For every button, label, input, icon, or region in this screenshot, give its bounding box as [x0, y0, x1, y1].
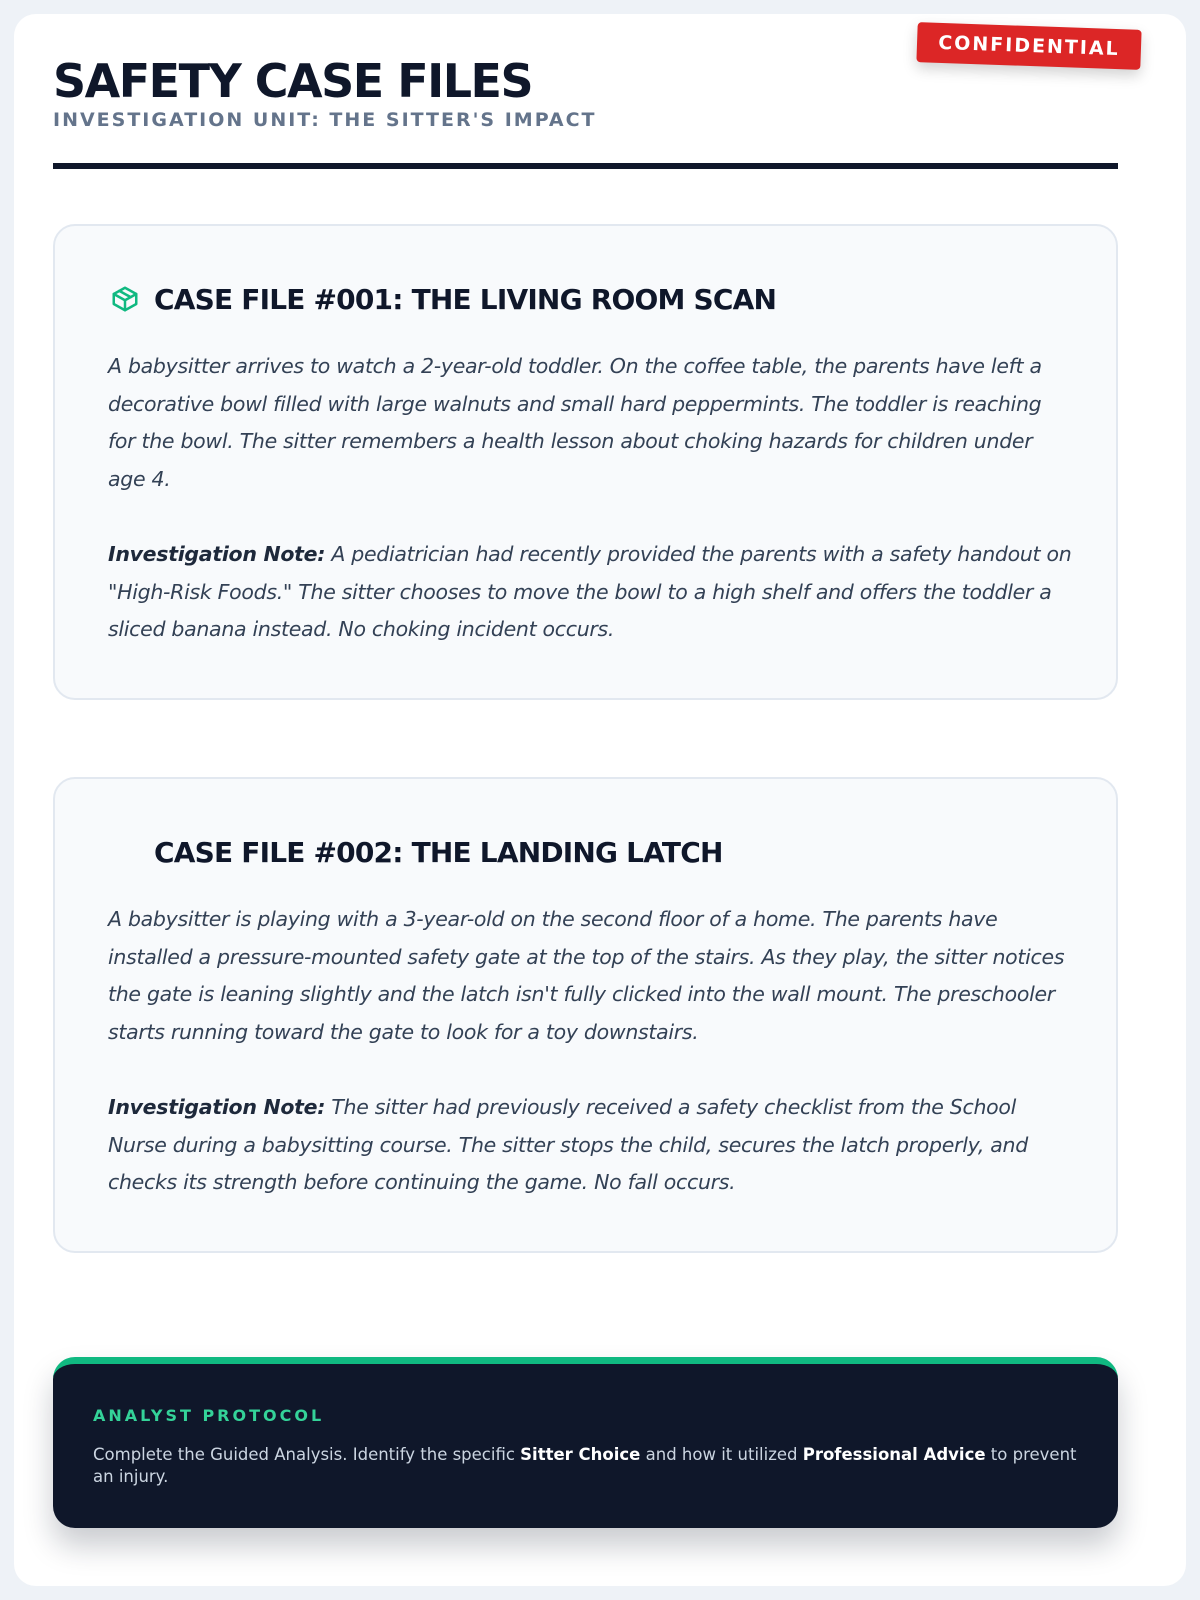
confidential-stamp: CONFIDENTIAL — [916, 22, 1141, 70]
investigation-note-text: The sitter had previously received a safety checklist from the School Nurse during a babysitting course. The sitter stops the child, secures the latch properly, and checks its strength before continuing the game. No fall occurs. — [108, 1095, 1028, 1194]
protocol-label: ANALYST PROTOCOL — [93, 1406, 325, 1425]
case-card-001 — [53, 224, 1118, 700]
page-title: SAFETY CASE FILES — [53, 54, 533, 108]
page-header — [53, 54, 1118, 131]
case-body — [108, 901, 1073, 1202]
protocol-text-part: and how it utilized — [640, 1445, 803, 1464]
package-icon — [108, 282, 142, 316]
case-scenario: A babysitter is playing with a 3-year-old on the second floor of a home. The parents have installed a pressure-mounted safety gate at the top of the stairs. As they play, the sitter notices the gate is leaning slightly and the latch isn't fully clicked into the wall mount. The preschooler starts running toward the gate to look for a toy downstairs. — [108, 907, 1065, 1044]
investigation-note-text: A pediatrician had recently provided the parents with a safety handout on "High-Risk Foods." The sitter chooses to move the bowl to a high shelf and offers the toddler a sliced banana instead. No choking incident occurs. — [108, 542, 1072, 641]
case-body — [108, 348, 1073, 649]
case-header — [108, 282, 776, 316]
protocol-text-part: Complete the Guided Analysis. Identify the specific — [93, 1445, 521, 1464]
protocol-text — [93, 1444, 1083, 1488]
case-card-002 — [53, 777, 1118, 1253]
case-title: CASE FILE #001: THE LIVING ROOM SCAN — [154, 282, 777, 316]
investigation-note-label: Investigation Note: — [108, 542, 326, 566]
protocol-bold-sitter-choice: Sitter Choice — [520, 1445, 641, 1464]
header-divider — [53, 163, 1118, 169]
page-subtitle: INVESTIGATION UNIT: THE SITTER'S IMPACT — [53, 109, 597, 132]
case-scenario: A babysitter arrives to watch a 2-year-old toddler. On the coffee table, the parents have left a decorative bowl filled with large walnuts and small hard peppermints. The toddler is reaching for the bowl. The sitter remembers a health lesson about choking hazards for children under age 4. — [108, 354, 1042, 491]
case-header — [108, 835, 723, 869]
case-title: CASE FILE #002: THE LANDING LATCH — [154, 835, 723, 869]
investigation-note — [108, 1089, 1073, 1202]
investigation-note — [108, 536, 1073, 649]
blank-icon-slot — [108, 835, 142, 869]
investigation-note-label: Investigation Note: — [108, 1095, 326, 1119]
protocol-text-part: to prevent an injury. — [93, 1445, 1077, 1486]
analyst-protocol-panel — [53, 1357, 1118, 1528]
protocol-bold-professional-advice: Professional Advice — [802, 1445, 986, 1464]
